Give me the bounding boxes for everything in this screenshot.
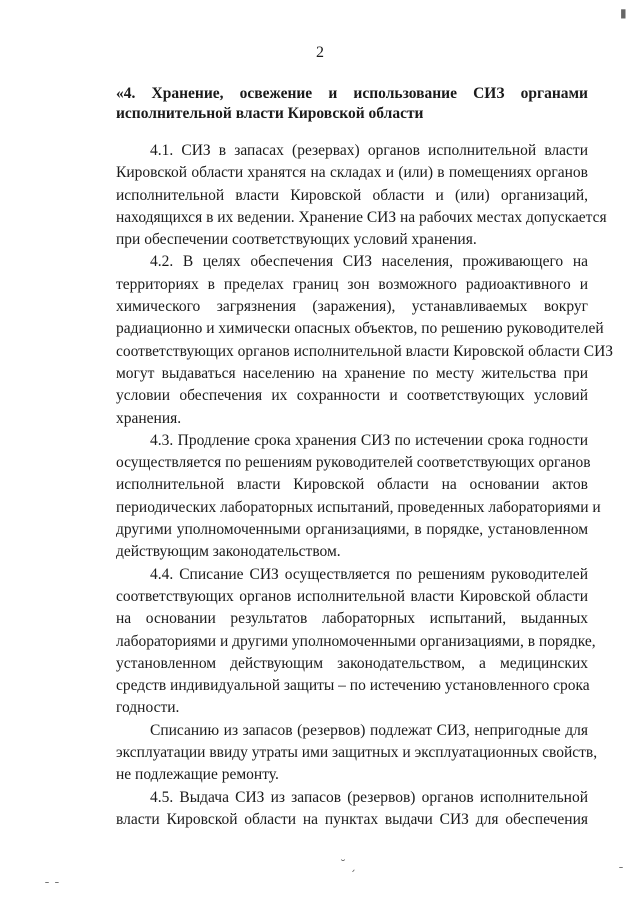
text-line: на основании результатов лабораторных испытаний, выданных <box>116 610 588 628</box>
text-line: осуществляется по решениям руководителей соответствующих органов <box>116 454 591 472</box>
text-line: средств индивидуальной защиты – по истечению установленного срока <box>116 677 590 695</box>
text-line: могут выдаваться населению на хранение по месту жительства при <box>116 364 588 382</box>
text-line: Кировской области хранятся на складах и (или) в помещениях органов <box>116 164 588 182</box>
text-line: хранения. <box>116 409 182 427</box>
text-line: Списанию из запасов (резервов) подлежат СИЗ, непригодные для <box>150 721 588 739</box>
section-heading <box>116 84 588 124</box>
text-line: 4.3. Продление срока хранения СИЗ по истечении срока годности <box>150 431 588 449</box>
text-line: условии обеспечения их сохранности и соответствующих условий <box>116 387 588 405</box>
text-line: радиационно и химически опасных объектов, по решению руководителей <box>116 320 604 338</box>
document-body <box>116 140 614 831</box>
text-line: действующим законодательством. <box>116 543 341 561</box>
text-line: установленном действующим законодательством, а медицинских <box>116 654 588 672</box>
text-line: исполнительной власти Кировской области на основании актов <box>116 476 588 494</box>
text-line: соответствующих органов исполнительной власти Кировской области СИЗ <box>116 342 614 360</box>
scan-artifact-mark: ˍ <box>618 855 624 869</box>
text-line: 4.4. Списание СИЗ осуществляется по решениям руководителей <box>150 565 588 583</box>
text-line: 4.1. СИЗ в запасах (резервах) органов исполнительной власти <box>150 142 588 159</box>
paragraph-4-4 <box>116 564 596 720</box>
text-line: эксплуатации ввиду утраты ими защитных и эксплуатационных свойств, <box>116 744 598 762</box>
text-line: 4.2. В целях обеспечения СИЗ населения, проживающего на <box>150 253 588 271</box>
paragraph-4-1 <box>116 140 607 251</box>
page-number: 2 <box>316 44 324 61</box>
text-line: при обеспечении соответствующих условий хранения. <box>116 231 477 249</box>
text-line: территориях в пределах границ зон возможного радиоактивного и <box>116 275 588 293</box>
text-line: лабораториями и другими уполномоченными организациями, в порядке, <box>116 632 596 650</box>
text-line: периодических лабораторных испытаний, проведенных лабораториями и <box>116 498 601 516</box>
text-line: химического загрязнения (заражения), устанавливаемых вокруг <box>116 298 588 316</box>
text-line: 4.5. Выдача СИЗ из запасов (резервов) органов исполнительной <box>150 788 588 806</box>
paragraph-4-5 <box>116 787 588 832</box>
scan-artifact-mark: ▮ <box>620 6 627 20</box>
heading-line: «4. Хранение, освежение и использование СИЗ органами <box>116 85 588 102</box>
scan-artifact-mark: ˘ ˏ <box>340 858 356 872</box>
paragraph-write-off <box>116 720 598 787</box>
text-line: исполнительной власти Кировской области и (или) организаций, <box>116 186 588 204</box>
text-line: находящихся в их ведении. Хранение СИЗ на рабочих местах допускается <box>116 208 607 226</box>
text-line: не подлежащие ремонту. <box>116 766 279 784</box>
scan-artifact-mark: ˍ ˍ <box>44 870 60 884</box>
heading-line: исполнительной власти Кировской области <box>116 105 424 122</box>
text-line: годности. <box>116 699 180 717</box>
text-line: другими уполномоченными организациями, в порядке, установленном <box>116 521 588 539</box>
text-line: власти Кировской области на пунктах выдачи СИЗ для обеспечения <box>116 810 588 828</box>
text-line: соответствующих органов исполнительной власти Кировской области <box>116 587 588 605</box>
paragraph-4-3 <box>116 430 601 564</box>
paragraph-4-2 <box>116 251 614 429</box>
